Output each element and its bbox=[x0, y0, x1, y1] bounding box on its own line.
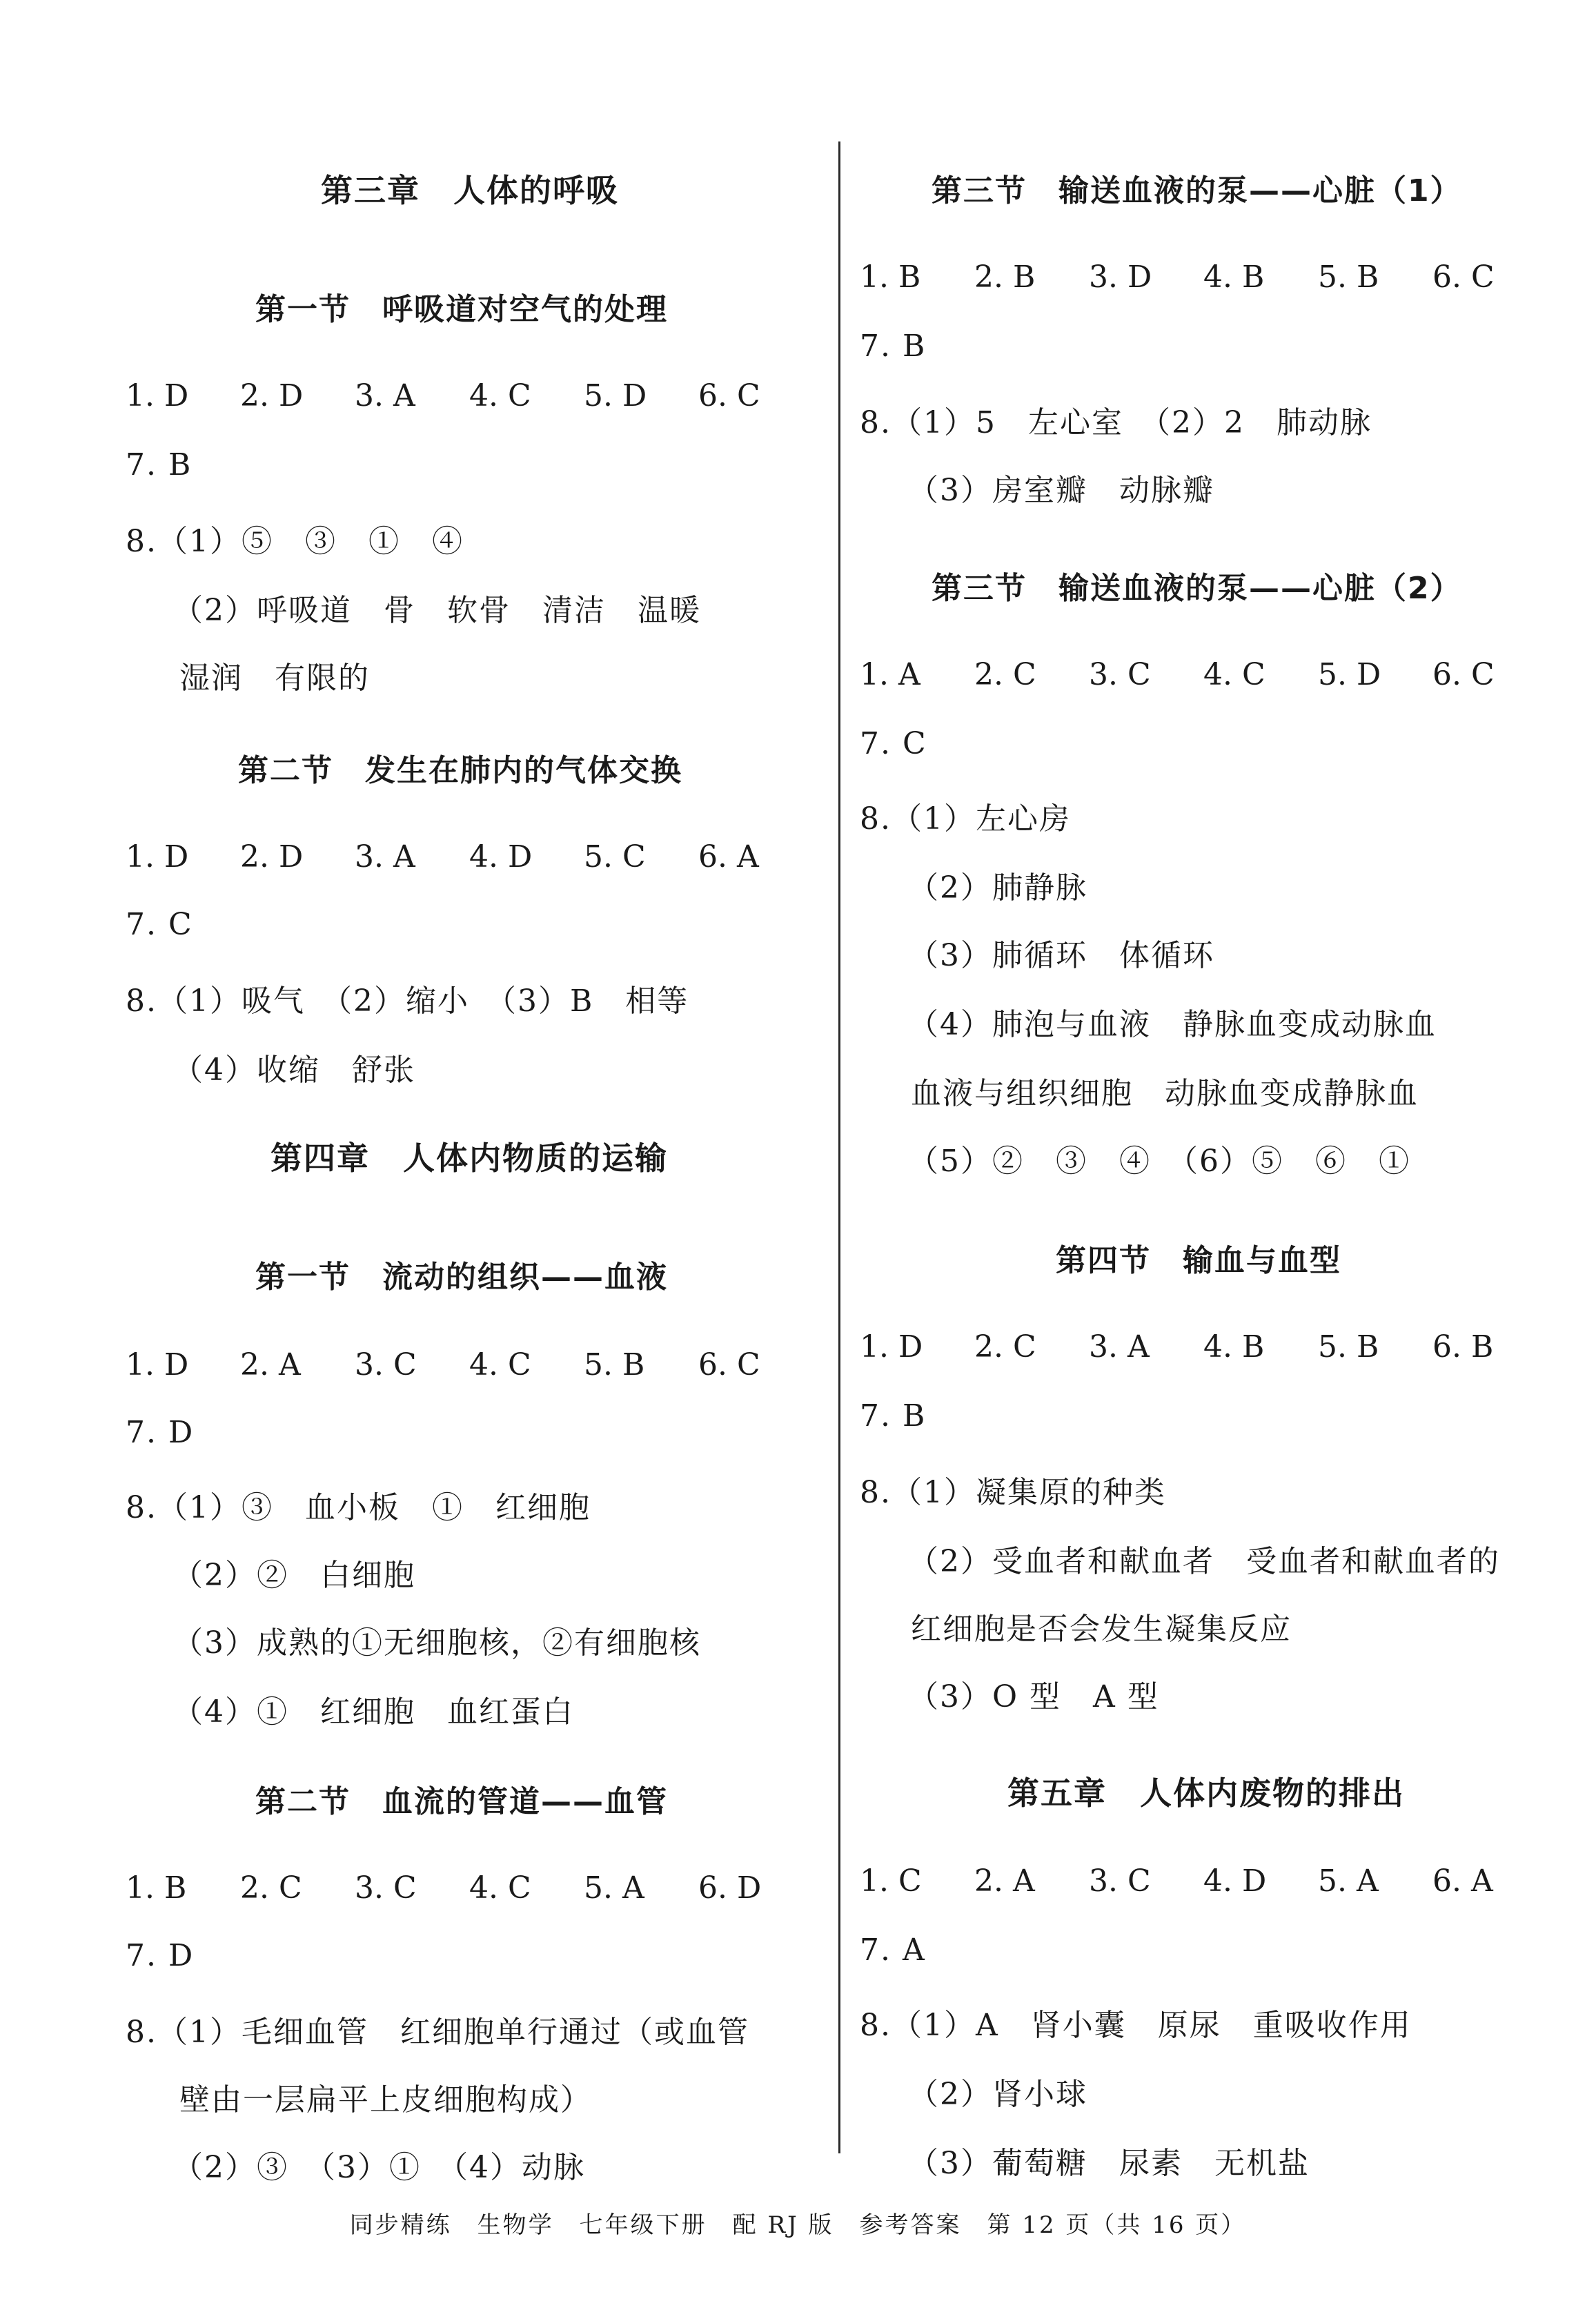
answer-item: 3. D bbox=[1089, 260, 1152, 295]
section-8-q8-line: （3）葡萄糖 尿素 无机盐 bbox=[908, 2146, 1310, 2181]
section-2-q8-line: （4）收缩 舒张 bbox=[173, 1053, 415, 1088]
section-5-q8-line: （3）房室瓣 动脉瓣 bbox=[908, 473, 1214, 508]
section-3-q8-line: 8.（1）③ 血小板 ① 红细胞 bbox=[126, 1490, 591, 1525]
answer-item: 6. D bbox=[698, 1870, 762, 1906]
answer-item: 4. B bbox=[1203, 1329, 1265, 1364]
answer-item: 3. C bbox=[1089, 1863, 1151, 1899]
answer-item: 2. D bbox=[240, 839, 304, 874]
answer-item: 4. D bbox=[1203, 1863, 1267, 1899]
answer-item: 6. B bbox=[1432, 1329, 1494, 1364]
section-4-choices bbox=[126, 1870, 813, 1906]
section-1-title: 第一节 呼吸道对空气的处理 bbox=[255, 292, 668, 327]
answer-item: 4. D bbox=[469, 839, 533, 874]
answer-item: 5. D bbox=[584, 378, 647, 413]
chapter-4-title: 第四章 人体内物质的运输 bbox=[270, 1139, 668, 1177]
section-6-title: 第三节 输送血液的泵——心脏（2） bbox=[932, 571, 1462, 606]
answer-item: 5. B bbox=[1318, 1329, 1379, 1364]
section-7-title: 第四节 输血与血型 bbox=[1056, 1243, 1341, 1278]
section-2-q8-line: 8.（1）吸气 （2）缩小 （3）B 相等 bbox=[126, 984, 689, 1019]
answer-item: 5. D bbox=[1318, 657, 1381, 692]
answer-item: 5. A bbox=[1318, 1863, 1379, 1899]
answer-item: 4. C bbox=[469, 1870, 531, 1906]
answer-item: 6. C bbox=[1432, 260, 1495, 295]
answer-item: 4. B bbox=[1203, 260, 1265, 295]
section-5-q8-line: 8.（1）5 左心室 （2）2 肺动脉 bbox=[860, 405, 1372, 440]
section-4-q8-line: 8.（1）毛细血管 红细胞单行通过（或血管 bbox=[126, 2015, 749, 2050]
section-7-q8-line: 8.（1）凝集原的种类 bbox=[860, 1475, 1166, 1510]
chapter-3-title: 第三章 人体的呼吸 bbox=[321, 172, 619, 209]
section-4-title: 第二节 血流的管道——血管 bbox=[255, 1784, 668, 1819]
answer-item: 3. A bbox=[1089, 1329, 1150, 1364]
answer-item: 5. C bbox=[584, 839, 646, 874]
section-6-q8-line: （2）肺静脉 bbox=[908, 870, 1087, 906]
answer-item: 1. B bbox=[126, 1870, 187, 1906]
section-1-q8-line: （2）呼吸道 骨 软骨 清洁 温暖 bbox=[173, 593, 701, 628]
answer-item: 1. C bbox=[860, 1863, 922, 1899]
section-2-title: 第二节 发生在肺内的气体交换 bbox=[238, 753, 682, 788]
answer-item: 2. C bbox=[240, 1870, 302, 1906]
section-7-choices bbox=[860, 1329, 1547, 1364]
section-7-q8-line: （2）受血者和献血者 受血者和献血者的 bbox=[908, 1544, 1500, 1579]
answer-item: 3. C bbox=[355, 1347, 417, 1382]
answer-item: 6. C bbox=[1432, 657, 1495, 692]
section-5-title: 第三节 输送血液的泵——心脏（1） bbox=[932, 173, 1462, 208]
section-1-q7: 7. B bbox=[126, 447, 193, 482]
section-8-choices bbox=[860, 1863, 1547, 1899]
section-6-q8-line: 血液与组织细胞 动脉血变成静脉血 bbox=[911, 1076, 1419, 1111]
answer-item: 5. B bbox=[1318, 260, 1379, 295]
section-6-choices bbox=[860, 657, 1547, 692]
answer-item: 4. C bbox=[469, 1347, 531, 1382]
answer-item: 1. D bbox=[126, 839, 189, 874]
answer-item: 1. A bbox=[860, 657, 920, 692]
answer-item: 1. D bbox=[126, 378, 189, 413]
section-6-q8-line: 8.（1）左心房 bbox=[860, 801, 1071, 837]
answer-item: 2. C bbox=[974, 657, 1036, 692]
section-6-q8-line: （4）肺泡与血液 静脉血变成动脉血 bbox=[908, 1007, 1437, 1042]
answer-item: 4. C bbox=[469, 378, 531, 413]
section-4-q8-line: 壁由一层扁平上皮细胞构成） bbox=[179, 2082, 592, 2117]
chapter-5-title: 第五章 人体内废物的排出 bbox=[1007, 1774, 1405, 1812]
answer-item: 6. A bbox=[1432, 1863, 1493, 1899]
column-divider bbox=[838, 141, 840, 2153]
answer-item: 3. A bbox=[355, 839, 415, 874]
section-3-q8-line: （2）② 白细胞 bbox=[173, 1558, 415, 1593]
section-1-q8-line: 8.（1）⑤ ③ ① ④ bbox=[126, 524, 464, 559]
section-8-q8-line: （2）肾小球 bbox=[908, 2077, 1087, 2112]
section-8-q7: 7. A bbox=[860, 1933, 926, 1968]
answer-item: 3. C bbox=[355, 1870, 417, 1906]
section-8-q8-line: 8.（1）A 肾小囊 原尿 重吸收作用 bbox=[860, 2008, 1412, 2043]
section-4-q7: 7. D bbox=[126, 1938, 195, 1973]
section-1-choices bbox=[126, 378, 813, 413]
answer-item: 6. C bbox=[698, 1347, 760, 1382]
answer-item: 4. C bbox=[1203, 657, 1265, 692]
section-7-q7: 7. B bbox=[860, 1398, 927, 1434]
answer-item: 3. C bbox=[1089, 657, 1151, 692]
answer-item: 1. D bbox=[126, 1347, 189, 1382]
section-6-q7: 7. C bbox=[860, 726, 927, 761]
answer-item: 1. D bbox=[860, 1329, 923, 1364]
section-2-q7: 7. C bbox=[126, 907, 193, 942]
section-3-title: 第一节 流动的组织——血液 bbox=[255, 1260, 668, 1295]
section-3-q8-line: （4）① 红细胞 血红蛋白 bbox=[173, 1694, 574, 1730]
section-6-q8-line: （3）肺循环 体循环 bbox=[908, 938, 1214, 973]
answer-item: 1. B bbox=[860, 260, 921, 295]
answer-item: 2. B bbox=[974, 260, 1036, 295]
section-3-q7: 7. D bbox=[126, 1415, 195, 1450]
page-footer: 同步精练 生物学 七年级下册 配 RJ 版 参考答案 第 12 页（共 16 页） bbox=[349, 2211, 1247, 2239]
section-5-choices bbox=[860, 260, 1547, 295]
answer-item: 5. B bbox=[584, 1347, 645, 1382]
answer-item: 2. D bbox=[240, 378, 304, 413]
answer-item: 5. A bbox=[584, 1870, 644, 1906]
answer-item: 2. C bbox=[974, 1329, 1036, 1364]
section-4-q8-line: （2）③ （3）① （4）动脉 bbox=[173, 2150, 585, 2185]
answer-item: 2. A bbox=[974, 1863, 1035, 1899]
section-6-q8-line: （5）② ③ ④ （6）⑤ ⑥ ① bbox=[908, 1144, 1410, 1179]
answer-item: 2. A bbox=[240, 1347, 301, 1382]
answer-item: 3. A bbox=[355, 378, 415, 413]
answer-item: 6. C bbox=[698, 378, 760, 413]
section-3-choices bbox=[126, 1347, 813, 1382]
section-5-q7: 7. B bbox=[860, 329, 927, 364]
section-3-q8-line: （3）成熟的①无细胞核，②有细胞核 bbox=[173, 1625, 701, 1661]
section-7-q8-line: 红细胞是否会发生凝集反应 bbox=[911, 1612, 1292, 1647]
answer-item: 6. A bbox=[698, 839, 759, 874]
section-7-q8-line: （3）O 型 A 型 bbox=[908, 1679, 1159, 1714]
section-2-choices bbox=[126, 839, 813, 874]
section-1-q8-line: 湿润 有限的 bbox=[179, 661, 370, 696]
